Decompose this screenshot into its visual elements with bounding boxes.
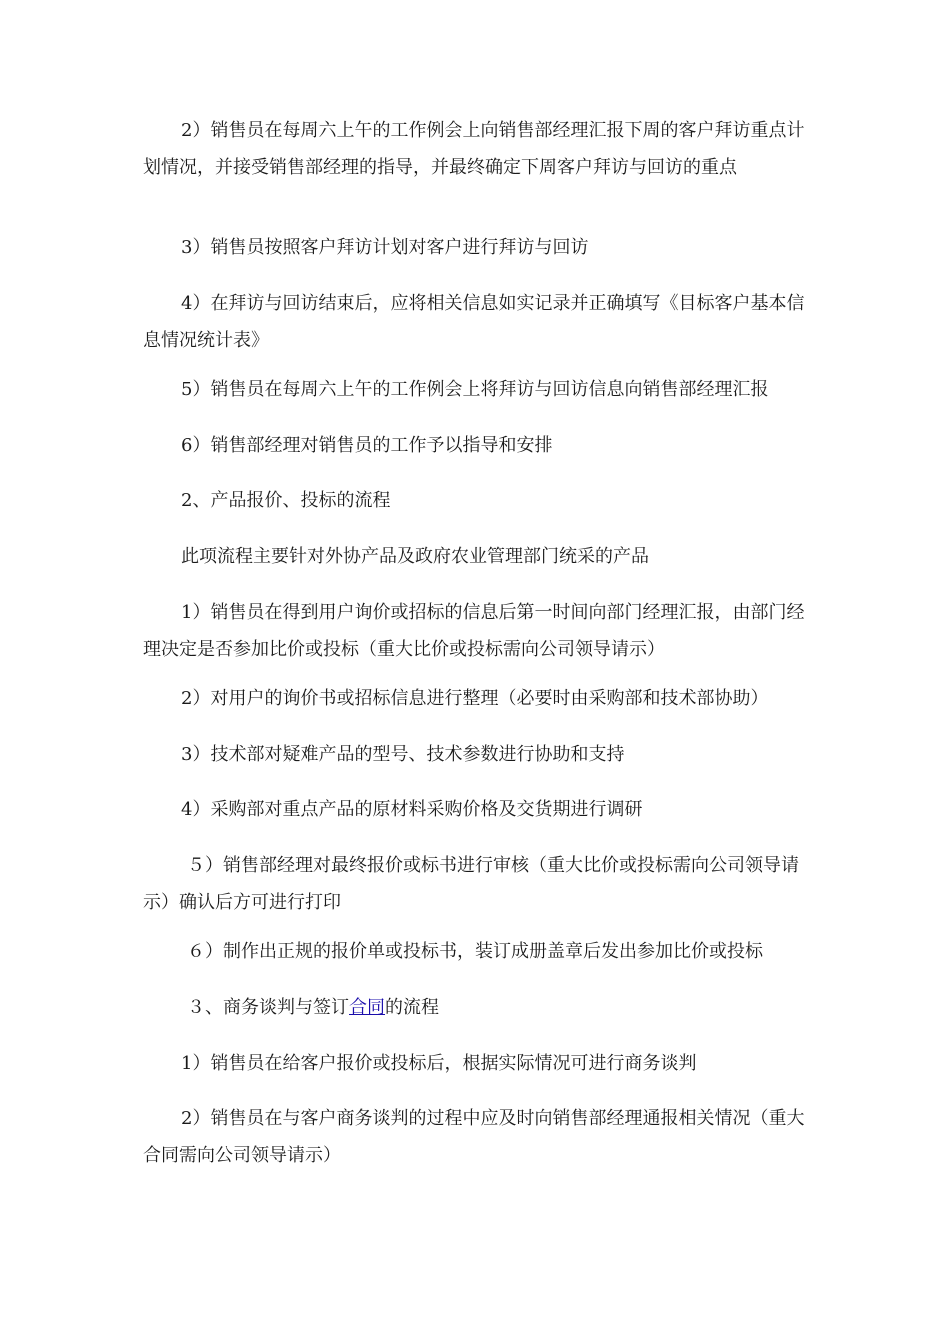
paragraph-manager-guidance: 6）销售部经理对销售员的工作予以指导和安排 <box>181 435 553 456</box>
paragraph-inquiry-report: 1）销售员在得到用户询价或招标的信息后第一时间向部门经理汇报，由部门经理决定是否参加比价或投标（重大比价或投标需向公司领导请示） <box>143 602 805 660</box>
paragraph-notify-manager: 2）销售员在与客户商务谈判的过程中应及时向销售部经理通报相关情况（重大合同需向公司领导请示） <box>143 1108 805 1166</box>
paragraph-negotiation: 1）销售员在给客户报价或投标后，根据实际情况可进行商务谈判 <box>181 1053 697 1074</box>
paragraph-organize-inquiry: 2）对用户的询价书或招标信息进行整理（必要时由采购部和技术部协助） <box>181 688 769 709</box>
section-heading-quote-bid: 2、产品报价、投标的流程 <box>181 490 391 511</box>
contract-link[interactable]: 合同 <box>349 997 385 1018</box>
paragraph-issue-quote: ６）制作出正规的报价单或投标书，装订成册盖章后发出参加比价或投标 <box>187 941 763 962</box>
paragraph-record-info: 4）在拜访与回访结束后，应将相关信息如实记录并正确填写《目标客户基本信息情况统计表》 <box>143 293 805 351</box>
paragraph-procurement-research: 4）采购部对重点产品的原材料采购价格及交货期进行调研 <box>181 799 643 820</box>
heading-text-after-link: 的流程 <box>385 997 439 1018</box>
paragraph-tech-support: 3）技术部对疑难产品的型号、技术参数进行协助和支持 <box>181 744 625 765</box>
paragraph-report-visits: 5）销售员在每周六上午的工作例会上将拜访与回访信息向销售部经理汇报 <box>181 379 769 400</box>
heading-text-before-link: ３、商务谈判与签订 <box>187 997 349 1018</box>
paragraph-review-quote: ５）销售部经理对最终报价或标书进行审核（重大比价或投标需向公司领导请示）确认后方可进行打印 <box>143 855 799 913</box>
paragraph-scope: 此项流程主要针对外协产品及政府农业管理部门统采的产品 <box>181 546 649 567</box>
paragraph-weekly-visit-plan: 2）销售员在每周六上午的工作例会上向销售部经理汇报下周的客户拜访重点计划情况，并接受销售部经理的指导，并最终确定下周客户拜访与回访的重点 <box>143 120 805 178</box>
paragraph-visit-execution: 3）销售员按照客户拜访计划对客户进行拜访与回访 <box>181 237 589 258</box>
section-heading-negotiation <box>143 989 808 1026</box>
